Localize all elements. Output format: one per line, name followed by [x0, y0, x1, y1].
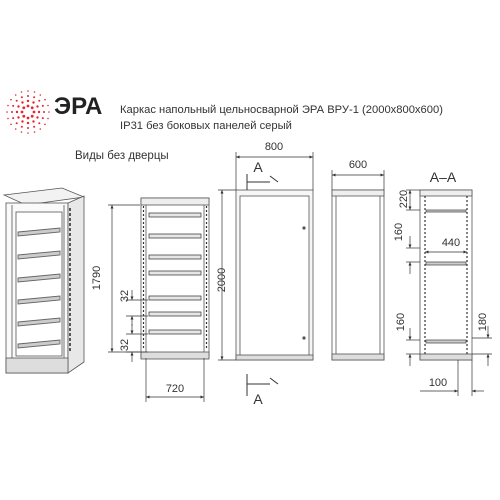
- side-view: [332, 190, 384, 360]
- section-mark-bottom-label: A: [253, 391, 263, 407]
- dim-1790-label: 1790: [91, 265, 103, 291]
- front-view-open: [141, 198, 209, 359]
- dim-180-label: 180: [477, 312, 489, 332]
- title-line-1: Каркас напольный цельносварной ЭРА ВРУ-1 (2000х800х600): [120, 104, 443, 116]
- dim-220-label: 220: [398, 189, 410, 209]
- dim-600-label: 600: [348, 159, 368, 171]
- dim-800-line: [236, 152, 313, 190]
- title-line-2: IP31 без боковых панелей серый: [120, 120, 292, 132]
- dim-32-upper-label: 32: [119, 289, 131, 303]
- section-title: A–A: [429, 169, 457, 185]
- dim-440-label: 440: [441, 237, 461, 249]
- dim-720-line: [146, 358, 204, 402]
- dim-160-upper-label: 160: [393, 222, 405, 242]
- dim-160-upper-line: [406, 236, 420, 274]
- dim-720-label: 720: [165, 383, 185, 395]
- front-view-closed: [236, 190, 313, 360]
- dim-800-label: 800: [264, 141, 284, 153]
- section-mark-top-label: A: [253, 159, 263, 175]
- isometric-view: [4, 188, 84, 373]
- dim-1790-line: [108, 205, 140, 352]
- section-mark-top: [247, 174, 278, 190]
- dim-160-lower-label: 160: [395, 312, 407, 332]
- dim-32-lower-label: 32: [119, 338, 131, 352]
- views-caption: Виды без дверцы: [75, 150, 169, 162]
- brand-name: ЭРА: [54, 93, 103, 120]
- section-view: [420, 190, 472, 360]
- dim-2000-label: 2000: [216, 267, 228, 293]
- dim-100-label: 100: [428, 377, 448, 389]
- dim-160-lower-line: [406, 328, 420, 366]
- dim-600-line: [332, 170, 384, 190]
